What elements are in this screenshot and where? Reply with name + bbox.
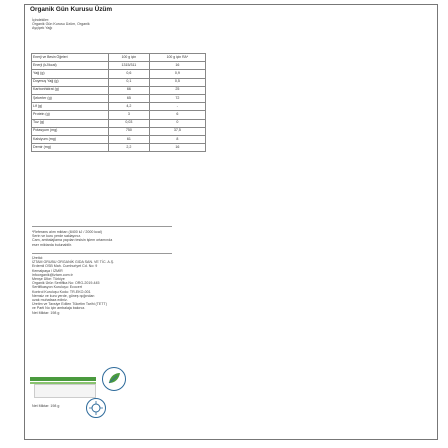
nutrient-value: 72 bbox=[149, 94, 205, 102]
package-band bbox=[30, 377, 96, 381]
storage-line: uzak muhafaza ediniz. bbox=[32, 298, 68, 303]
ingredients-line: Organik Gün Kurusu Üzüm, Organik bbox=[32, 22, 90, 27]
certificate-line: Organik Ürün Sertifika No: ORG-2019-445 bbox=[32, 281, 100, 286]
nutrient-value: 0,1 bbox=[109, 78, 150, 86]
nutrient-value: 3 bbox=[109, 111, 150, 119]
nutrition-row bbox=[32, 111, 206, 119]
nutrient-value: 1315/311 bbox=[109, 62, 150, 70]
nutrient-value: 37,5 bbox=[149, 127, 205, 135]
nutrition-table bbox=[31, 53, 206, 152]
nutrition-row bbox=[32, 119, 206, 127]
nutrition-row bbox=[32, 78, 206, 86]
nutrient-name: Yağ (g) bbox=[32, 70, 109, 78]
origin-country: Menşe Ülke: Türkiye bbox=[32, 277, 65, 282]
producer-email: infoorganik@iztam.com.tr bbox=[32, 272, 73, 277]
nutrient-value: 0,03 bbox=[109, 119, 150, 127]
ingredients-block bbox=[32, 18, 90, 31]
divider bbox=[32, 226, 172, 227]
nutrient-value: 0,9 bbox=[149, 70, 205, 78]
leaf-icon bbox=[103, 368, 125, 390]
nutrition-header: Enerji ve Besin Öğeleri bbox=[32, 54, 109, 62]
nutrient-name: Karbonhidrat (g) bbox=[32, 86, 109, 94]
nutrient-value: 6 bbox=[149, 111, 205, 119]
nutrition-row bbox=[32, 135, 206, 143]
nutrient-value: 16 bbox=[149, 144, 205, 152]
ingredients-line-2: Ayçiçek Yağı bbox=[32, 26, 53, 31]
package-illustration bbox=[30, 360, 131, 398]
nutrition-row bbox=[32, 94, 206, 102]
nutrient-value: 0,5 bbox=[149, 78, 205, 86]
nutrition-header: 100 g için bbox=[109, 54, 150, 62]
nutrient-value: 65 bbox=[109, 94, 150, 102]
nutrition-row bbox=[32, 144, 206, 152]
producer-label: Üretici: bbox=[32, 256, 44, 260]
nutrition-row bbox=[32, 86, 206, 94]
note-reference: *Referans alım miktarı (8400 kJ / 2000 kcal) bbox=[32, 230, 102, 234]
package-box bbox=[34, 384, 96, 398]
nutrient-name: Potasyum (mg) bbox=[32, 127, 109, 135]
nutrient-value: 16 bbox=[149, 62, 205, 70]
nutrition-row bbox=[32, 103, 206, 111]
ingredients-label: İçindekiler: bbox=[32, 18, 50, 22]
nutrient-name: Şekerler (g) bbox=[32, 94, 109, 102]
package-net bbox=[32, 404, 59, 408]
divider bbox=[32, 253, 172, 254]
quality-seal-icon bbox=[86, 398, 106, 418]
lot-line: Üretim ve Tavsiye Edilen Tüketim Tarihi (TETT) bbox=[32, 302, 107, 307]
nutrient-value: 66 bbox=[109, 86, 150, 94]
nutrient-name: Demir (mg) bbox=[32, 144, 109, 152]
nutrient-name: Enerji (kJ/kcal) bbox=[32, 62, 109, 70]
note-allergen-2: eser miktarda bulunabilir. bbox=[32, 242, 72, 247]
nutrient-name: Tuz (g) bbox=[32, 119, 109, 127]
nutrient-name: Kalsiyum (mg) bbox=[32, 135, 109, 143]
producer-block bbox=[32, 256, 114, 315]
nutrient-name: Protein (g) bbox=[32, 111, 109, 119]
nutrient-value: 8 bbox=[149, 135, 205, 143]
nutrient-value: 25 bbox=[149, 86, 205, 94]
note-storage: Serin ve kuru yerde saklayınız. bbox=[32, 234, 82, 239]
nutrient-value: 0,6 bbox=[109, 70, 150, 78]
storage-line: Nemsiz ve kuru yerde, güneş ışığından bbox=[32, 293, 95, 298]
nutrient-name: Lif (g) bbox=[32, 103, 109, 111]
product-title: Organik Gün Kurusu Üzüm bbox=[30, 6, 113, 13]
producer-city: Kemalpaşa / İZMİR bbox=[32, 268, 63, 273]
lot-line: ve Parti No için ambalaja bakınız. bbox=[32, 306, 86, 311]
nutrient-value: 61 bbox=[109, 135, 150, 143]
nutrient-value: 2,2 bbox=[109, 144, 150, 152]
nutrient-value: 4,2 bbox=[109, 103, 150, 111]
nutrition-row bbox=[32, 62, 206, 70]
notes-block bbox=[32, 230, 112, 247]
package-net-text: Net Miktar: 198 g bbox=[32, 404, 60, 408]
nutrition-row bbox=[32, 127, 206, 135]
nutrition-header: 100 g için RA* bbox=[149, 54, 205, 62]
nutrient-value: - bbox=[149, 103, 205, 111]
producer-name: İZTAM GRUBU ORGANİK GIDA SAN. VE TİC. A.Ş. bbox=[32, 260, 115, 265]
nutrient-name: Doymuş Yağ (g) bbox=[32, 78, 109, 86]
nutrition-header-row bbox=[32, 54, 206, 62]
nutrient-value: 750 bbox=[109, 127, 150, 135]
certification-logo bbox=[102, 367, 126, 391]
nutrient-value: 0 bbox=[149, 119, 205, 127]
certificate-line: Kontrol Kuruluşu Kodu: TR-EKO-001 bbox=[32, 289, 91, 294]
certificate-line: Sertifikasyon Kuruluşu: Ecocert bbox=[32, 285, 82, 290]
nutrition-row bbox=[32, 70, 206, 78]
producer-address: Erdemli OSB Mah. Cumhuriyet Cd. No: 9 bbox=[32, 264, 98, 269]
note-allergen: Cam, ambalajlama yapılan tesisin işlem ortamında bbox=[32, 238, 113, 243]
net-quantity: Net Miktar: 198 g bbox=[32, 310, 60, 315]
